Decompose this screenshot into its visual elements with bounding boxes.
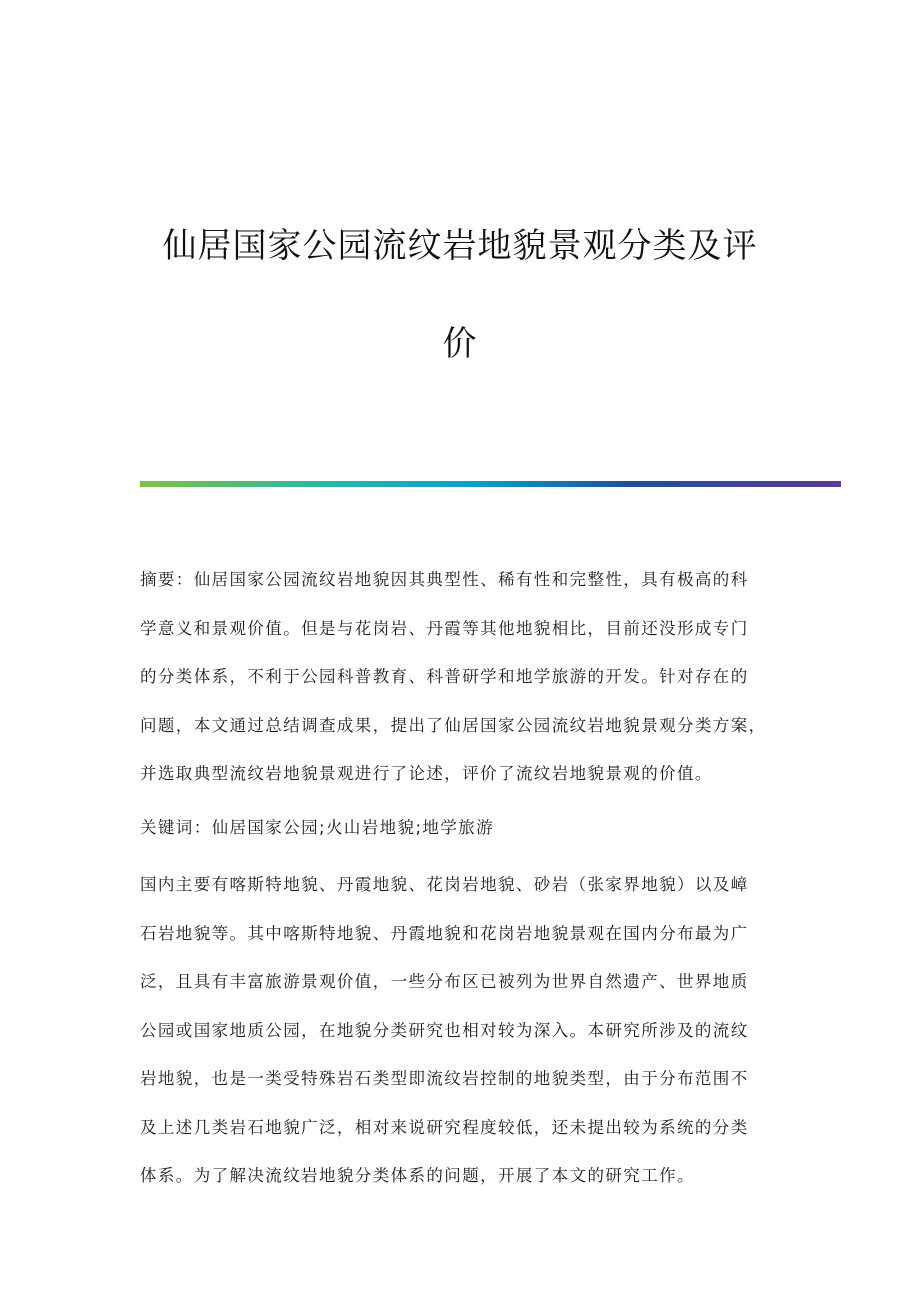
- abstract-paragraph: [140, 556, 780, 799]
- intro-line: 及上述几类岩石地貌广泛，相对来说研究程度较低，还未提出较为系统的分类: [140, 1117, 749, 1137]
- intro-line: 体系。为了解决流纹岩地貌分类体系的问题，开展了本文的研究工作。: [140, 1166, 695, 1185]
- abstract-line: 摘要：仙居国家公园流纹岩地貌因其典型性、稀有性和完整性，具有极高的科: [140, 570, 749, 589]
- keywords-line: 关键词：仙居国家公园;火山岩地貌;地学旅游: [140, 818, 495, 837]
- intro-line: 泛，且具有丰富旅游景观价值，一些分布区已被列为世界自然遗产、世界地质: [140, 972, 749, 991]
- intro-line: 石岩地貌等。其中喀斯特地貌、丹霞地貌和花岗岩地貌景观在国内分布最为广: [140, 923, 749, 943]
- intro-line: 岩地貌，也是一类受特殊岩石类型即流纹岩控制的地貌类型，由于分布范围不: [140, 1069, 749, 1088]
- abstract-line: 的分类体系，不利于公园科普教育、科普研学和地学旅游的开发。针对存在的: [140, 667, 749, 686]
- document-title-line-1: 仙居国家公园流纹岩地貌景观分类及评: [162, 226, 758, 266]
- abstract-line: 并选取典型流纹岩地貌景观进行了论述，评价了流纹岩地貌景观的价值。: [140, 764, 713, 783]
- intro-line: 公园或国家地质公园，在地貌分类研究也相对较为深入。本研究所涉及的流纹: [140, 1020, 749, 1040]
- intro-paragraph: [140, 861, 780, 1201]
- document-title-line-2: 价: [442, 324, 478, 364]
- abstract-line: 问题，本文通过总结调查成果，提出了仙居国家公园流纹岩地貌景观分类方案，: [140, 715, 767, 735]
- title-divider: [140, 481, 841, 487]
- abstract-line: 学意义和景观价值。但是与花岗岩、丹霞等其他地貌相比，目前还没形成专门: [140, 618, 749, 638]
- intro-line: 国内主要有喀斯特地貌、丹霞地貌、花岗岩地貌、砂岩（张家界地貌）以及嶂: [140, 875, 749, 894]
